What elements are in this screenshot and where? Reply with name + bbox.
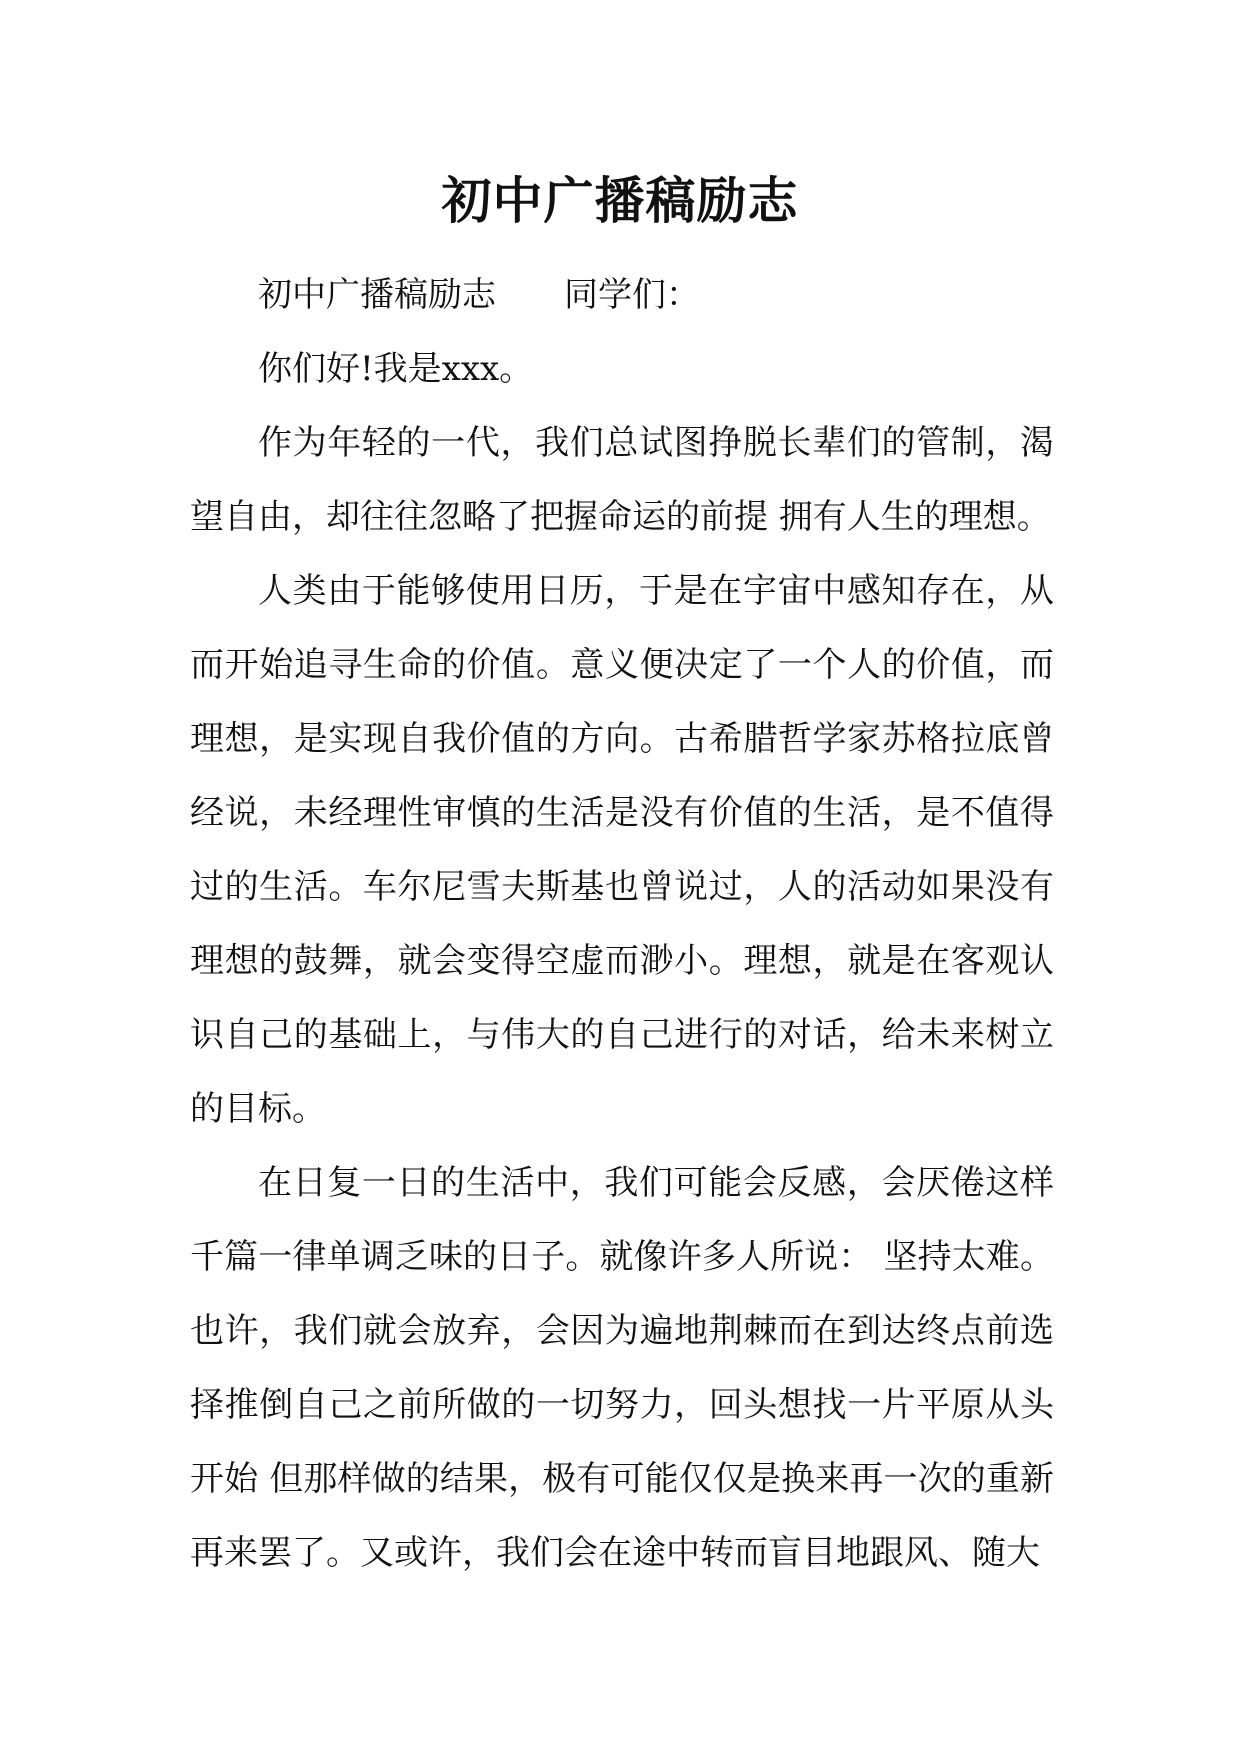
paragraph: 作为年轻的一代，我们总试图挣脱长辈们的管制，渴望自由，却往往忽略了把握命运的前提 拥有人生的理想。 (190, 423, 1054, 537)
paragraph: 你们好!我是xxx。 (258, 349, 534, 389)
document-title: 初中广播稿励志 (441, 171, 799, 230)
intro-line (190, 258, 1054, 332)
intro-doc-name: 初中广播稿励志 (258, 275, 496, 315)
paragraph: 人类由于能够使用日历，于是在宇宙中感知存在，从而开始追寻生命的价值。意义便决定了一个人的价值，而理想，是实现自我价值的方向。古希腊哲学家苏格拉底曾经说，未经理性审慎的生活是没有价值的生活，是不值得过的生活。车尔尼雪夫斯基也曾说过，人的活动如果没有理想的鼓舞，就会变得空虚而渺小。理想，就是在客观认识自己的基础上，与伟大的自己进行的对话，给未来树立的目标。 (190, 571, 1054, 1129)
salutation: 同学们： (564, 275, 700, 315)
document-body (190, 258, 1054, 1590)
paragraph: 在日复一日的生活中，我们可能会反感，会厌倦这样千篇一律单调乏味的日子。就像许多人所说： 坚持太难。也许，我们就会放弃，会因为遍地荆棘而在到达终点前选择推倒自己之前所做的一切努力，回头想找一片平原从头开始 但那样做的结果，极有可能仅仅是换来再一次的重新再来罢了。又或许，我们会在途中转而盲目地跟风、随大 (190, 1163, 1054, 1573)
